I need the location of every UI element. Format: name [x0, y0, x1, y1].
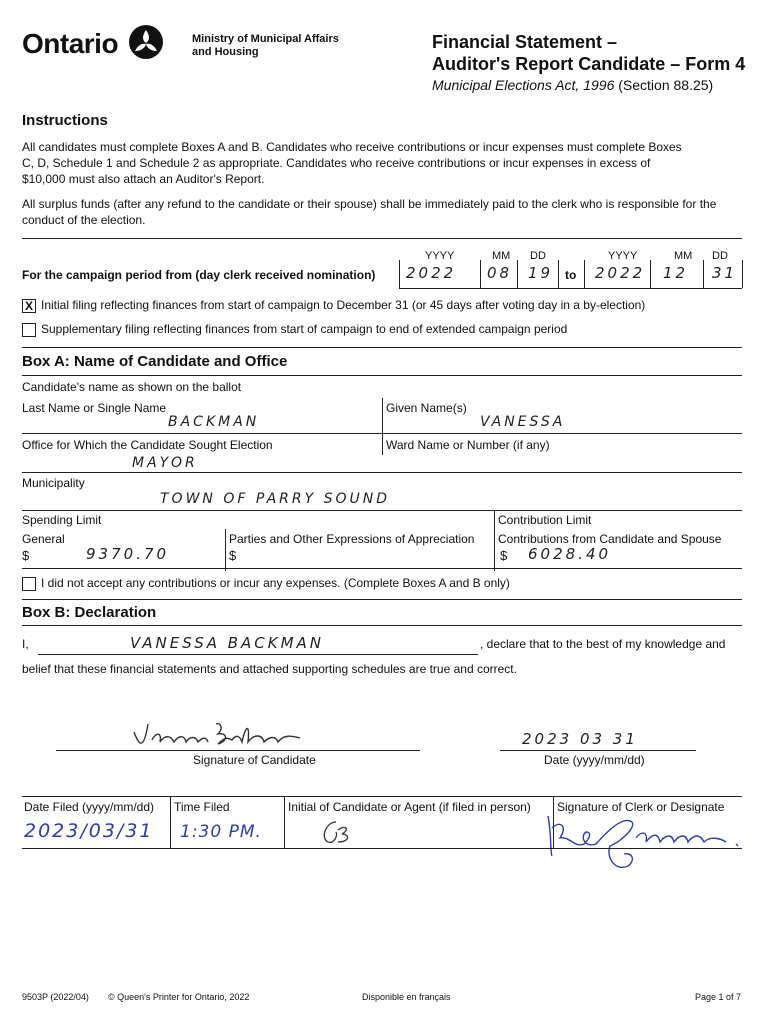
ward-label: Ward Name or Number (if any) [386, 438, 550, 452]
time-filed-value[interactable]: 1:30 PM. [180, 822, 262, 842]
to-yyyy-cell[interactable] [584, 260, 649, 288]
no-contributions-label: I did not accept any contributions or incur any expenses. (Complete Boxes A and B only) [41, 576, 510, 590]
logo-wordmark: Ontario [22, 28, 119, 59]
date-line [500, 750, 696, 751]
initial-filing-label: Initial filing reflecting finances from start of campaign to December 31 (or 45 days after voting day in a by-election) [41, 298, 646, 312]
box-a-heading: Box A: Name of Candidate and Office [22, 353, 288, 370]
no-contributions-checkbox[interactable] [22, 577, 36, 591]
signature-line [56, 750, 420, 751]
trillium-icon [128, 24, 164, 60]
declarant-name-value[interactable]: VANESSA BACKMAN [130, 634, 325, 652]
yyyy-label-to: YYYY [608, 250, 638, 262]
declaration-date-value[interactable]: 2023 03 31 [522, 730, 638, 748]
divider [382, 398, 383, 455]
to-dd-value: 31 [712, 264, 738, 282]
given-name-value[interactable]: VANESSA [480, 414, 566, 430]
parties-dollar: $ [229, 548, 237, 563]
instructions-heading: Instructions [22, 112, 108, 129]
yyyy-label-from: YYYY [425, 250, 455, 262]
divider [22, 599, 742, 600]
from-dd-value: 19 [528, 264, 554, 282]
divider [284, 796, 285, 848]
declaration-date-label: Date (yyyy/mm/dd) [544, 753, 645, 767]
office-value[interactable]: MAYOR [132, 455, 198, 471]
form-title-line1: Financial Statement – [432, 32, 618, 52]
divider [225, 529, 226, 571]
contribution-limit-value[interactable]: 6028.40 [528, 545, 612, 563]
supplementary-filing-checkbox[interactable] [22, 323, 36, 337]
contribution-from-label: Contributions from Candidate and Spouse [498, 532, 722, 546]
office-label: Office for Which the Candidate Sought Election [22, 438, 273, 452]
initial-agent-label: Initial of Candidate or Agent (if filed in person) [288, 800, 531, 814]
general-dollar: $ [22, 548, 30, 563]
divider [22, 472, 742, 473]
declarant-underline [38, 654, 478, 655]
initial-filing-checkbox[interactable]: X [22, 299, 36, 313]
spending-limit-label: Spending Limit [22, 513, 102, 527]
instructions-para2: All surplus funds (after any refund to the candidate or their spouse) shall be immediately paid to the clerk who is responsible for the conduct of the election. [22, 197, 717, 227]
from-yyyy-value: 2022 [406, 264, 457, 282]
box-b-heading: Box B: Declaration [22, 604, 157, 621]
clerk-signature-label: Signature of Clerk or Designate [557, 800, 725, 814]
date-filed-label: Date Filed (yyyy/mm/dd) [24, 800, 155, 814]
supplementary-filing-label: Supplementary filing reflecting finances from start of campaign to end of extended campaign period [41, 322, 568, 336]
from-dd-cell[interactable] [517, 260, 559, 288]
divider [22, 796, 742, 797]
time-filed-label: Time Filed [174, 800, 230, 814]
act-reference [432, 77, 713, 93]
general-limit-value[interactable]: 9370.70 [86, 545, 170, 563]
to-dd-cell[interactable] [703, 260, 743, 288]
declare-text: , declare that to the best of my knowledge and [480, 637, 726, 651]
french-availability: Disponible en français [362, 992, 451, 1002]
divider [22, 568, 742, 569]
municipality-value[interactable]: TOWN OF PARRY SOUND [160, 491, 391, 507]
to-label: to [565, 268, 577, 282]
date-filed-value[interactable]: 2023/03/31 [24, 820, 154, 842]
ballot-name-label: Candidate's name as shown on the ballot [22, 380, 242, 394]
municipality-label: Municipality [22, 476, 85, 490]
campaign-period-label: For the campaign period from (day clerk received nomination) [22, 268, 376, 282]
page-number: Page 1 of 7 [695, 992, 742, 1002]
instructions-para1: All candidates must complete Boxes A and B. Candidates who receive contributions or incur expenses must complete Boxes C, D, Schedule 1 and Schedule 2 as appropriate. Candidates who receive contributions or incur expenses in excess of $10,000 must also attach an Auditor's Report. [22, 140, 682, 186]
divider [22, 848, 742, 849]
divider [22, 238, 742, 239]
given-name-label: Given Name(s) [386, 401, 467, 415]
divider [494, 510, 495, 571]
from-mm-cell[interactable] [480, 260, 515, 288]
divider [22, 347, 742, 348]
contribution-limit-label: Contribution Limit [498, 513, 592, 527]
divider [22, 433, 742, 434]
divider [22, 375, 742, 376]
parties-label: Parties and Other Expressions of Appreciation [229, 532, 475, 546]
initials-mark [316, 818, 356, 846]
divider [170, 796, 171, 848]
belief-text: belief that these financial statements and attached supporting schedules are true and correct. [22, 662, 517, 676]
declaration-i-label: I, [22, 637, 29, 651]
to-mm-cell[interactable] [650, 260, 701, 288]
candidate-signature-mark [130, 718, 350, 754]
candidate-signature-label: Signature of Candidate [193, 753, 316, 767]
last-name-label: Last Name or Single Name [22, 401, 167, 415]
dd-label-to: DD [712, 250, 728, 262]
ministry-name: Ministry of Municipal Affairs and Housing [192, 33, 339, 58]
to-yyyy-value: 2022 [595, 264, 646, 282]
from-yyyy-cell[interactable] [399, 260, 478, 288]
form-code: 9503P (2022/04) [22, 992, 89, 1002]
contribution-dollar: $ [500, 548, 508, 563]
divider [22, 625, 742, 626]
form-title-line2: Auditor's Report Candidate – Form 4 [432, 54, 746, 74]
general-label: General [22, 532, 65, 546]
to-mm-value: 12 [663, 264, 689, 282]
from-mm-value: 08 [487, 264, 513, 282]
mm-label-to: MM [674, 250, 693, 262]
ontario-logo [22, 28, 118, 60]
last-name-value[interactable]: BACKMAN [168, 414, 260, 430]
act-name: Municipal Elections Act, 1996 [432, 77, 615, 93]
dd-label-from: DD [530, 250, 546, 262]
divider [22, 510, 742, 511]
copyright: © Queen's Printer for Ontario, 2022 [108, 992, 250, 1002]
period-underline [399, 288, 742, 289]
mm-label-from: MM [492, 250, 511, 262]
act-section: (Section 88.25) [618, 77, 714, 93]
clerk-signature-mark [540, 808, 748, 894]
